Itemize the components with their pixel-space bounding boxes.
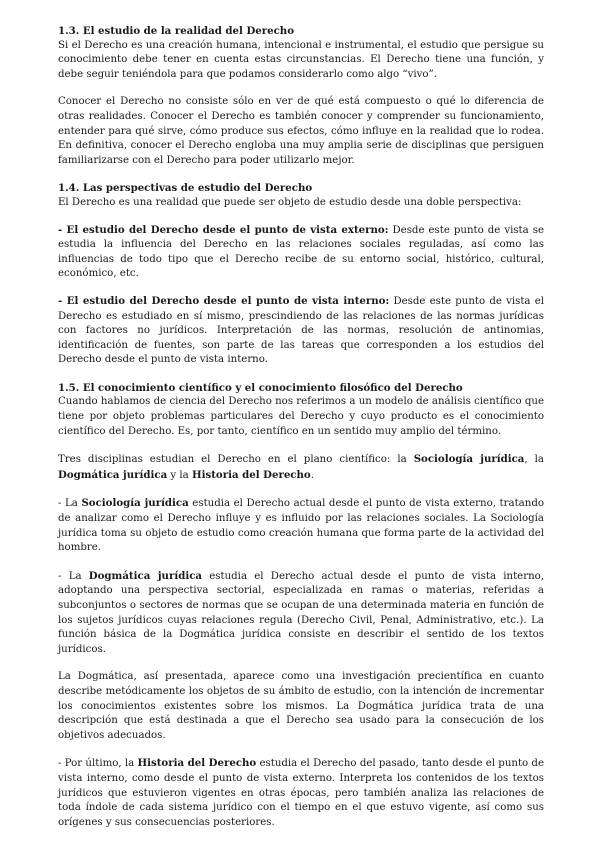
text-run: estudia el Derecho actual desde el punto de vista externo, tratando de analizar como el Derecho influye y es influido por las relaciones sociales. La Sociología jurídica toma su objeto de estudio como creación humana que forma parte de la actividad del hombre. <box>58 498 544 554</box>
paragraph: La Dogmática, así presentada, aparece como una investigación precientífica en cuanto describe metódicamente los objetos de su ámbito de estudio, con la intención de incrementar los conocimientos existentes sobre los mismos. La Dogmática jurídica trata de una descripción que está destinada a que el Derecho sea usado para la consecución de los objetivos adecuados. <box>58 671 544 741</box>
paragraph <box>58 452 544 483</box>
text-run: - La <box>58 570 89 582</box>
bold-term: Sociología jurídica <box>413 453 525 466</box>
text-run: - Por último, la <box>58 758 138 770</box>
bold-term: Historia del Derecho <box>192 468 311 481</box>
perspective-external <box>58 223 544 282</box>
text-run: . <box>310 469 314 481</box>
bold-term: Dogmática jurídica <box>88 569 202 582</box>
paragraph: Si el Derecho es una creación humana, intencional e instrumental, el estudio que persigue su conocimiento debe tener en cuenta estas circunstancias. El Derecho tiene una función, y debe seguir teniéndola para que podamos considerarlo como algo “vivo”. <box>58 39 544 80</box>
bold-term: Sociología jurídica <box>81 497 189 510</box>
perspective-internal <box>58 294 544 368</box>
discipline-sociologia <box>58 496 544 555</box>
text-run: Desde este punto de vista se estudia la influencia del Derecho en las relaciones sociales reguladas, así como las influencias de todo tipo que el Derecho recibe de su entorno social, histórico, cultural, económico, etc. <box>58 224 544 280</box>
text-run: estudia el Derecho del pasado, tanto desde el punto de vista interno, como desde el punto de vista externo. Interpreta los contenidos de los textos jurídicos que estuvieron vigentes en otras épocas, pero también analiza las relaciones de toda índole de cada sistema jurídico con el tiempo en el que estuvo vigente, así como sus orígenes y sus consecuencias posteriores. <box>58 758 544 828</box>
section-heading-1-5: 1.5. El conocimiento científico y el conocimiento filosófico del Derecho <box>58 381 463 394</box>
discipline-historia <box>58 756 544 830</box>
section-heading-1-4: 1.4. Las perspectivas de estudio del Derecho <box>58 182 313 195</box>
paragraph: Conocer el Derecho no consiste sólo en ver de qué está compuesto o qué lo diferencia de otras realidades. Conocer el Derecho es también conocer y comprender su funcionamiento, entender para qué sirve, cómo produce sus efectos, cómo influye en la realidad que lo rodea. En definitiva, conocer el Derecho engloba una muy amplia serie de disciplinas que persiguen familiarizarse con el Derecho para poder utilizarlo mejor. <box>58 96 544 166</box>
paragraph: El Derecho es una realidad que puede ser objeto de estudio desde una doble perspectiva: <box>58 196 522 208</box>
text-run: y la <box>167 469 192 481</box>
bold-term: Dogmática jurídica <box>58 468 168 481</box>
text-run: , la <box>524 454 544 466</box>
text-run: - La <box>58 498 82 510</box>
text-run: estudia el Derecho actual desde el punto de vista interno, adoptando una perspectiva sectorial, especializada en ramas o materias, referidas a subconjuntos o sectores de normas que se ocupan de una determinada materia en función de los sujetos jurídicos cuyas relaciones regula (Derecho Civil, Penal, Administrativo, etc.). La función básica de la Dogmática jurídica consiste en describir el sentido de los textos jurídicos. <box>58 570 545 655</box>
discipline-dogmatica <box>58 569 544 658</box>
text-run: Tres disciplinas estudian el Derecho en el plano científico: la <box>58 454 414 466</box>
bold-term: - El estudio del Derecho desde el punto de vista externo: <box>58 223 389 236</box>
text-run: Desde este punto de vista el Derecho es estudiado en sí mismo, prescindiendo de las relaciones de las normas jurídicas con factores no jurídicos. Interpretación de las normas, resolución de antinomias, identificación de fuentes, son parte de las tareas que corresponden a los estudios del Derecho desde el punto de vista interno. <box>58 295 544 366</box>
bold-term: - El estudio del Derecho desde el punto de vista interno: <box>58 294 390 307</box>
paragraph: Cuando hablamos de ciencia del Derecho nos referimos a un modelo de análisis científico que tiene por objeto problemas particulares del Derecho y cuyo producto es el conocimiento científico del Derecho. Es, por tanto, científico en un sentido muy amplio del término. <box>58 396 544 437</box>
section-heading-1-3: 1.3. El estudio de la realidad del Derecho <box>58 25 295 37</box>
bold-term: Historia del Derecho <box>137 757 257 770</box>
document-page <box>58 24 544 830</box>
